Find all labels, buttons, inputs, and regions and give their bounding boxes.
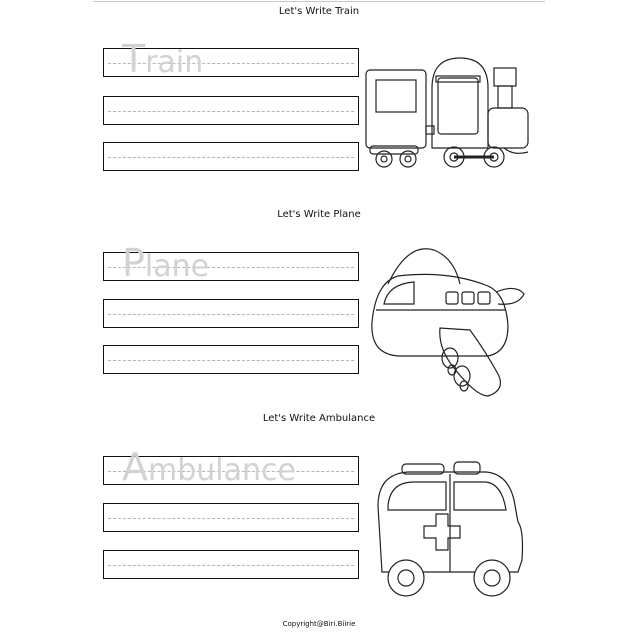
writing-line-1 [103,445,359,489]
midline [108,360,354,361]
trace-word-rest: rain [145,45,204,80]
midline [108,518,354,519]
writing-line-3 [103,345,359,374]
writing-line-3 [103,550,359,579]
airplane-illustration [368,244,532,402]
trace-word-rest: lane [144,249,210,284]
writing-line-1 [103,241,359,285]
section-title: Let's Write Ambulance [262,413,376,424]
trace-word-initial: A [122,445,148,489]
train-illustration [364,56,534,176]
midline [108,565,354,566]
trace-word [122,241,210,285]
trace-word [122,37,204,81]
writing-line-2 [103,503,359,532]
midline [108,157,354,158]
writing-line-3 [103,142,359,171]
midline [108,314,354,315]
writing-line-2 [103,96,359,125]
trace-word-rest: mbulance [148,453,296,488]
midline [108,111,354,112]
copyright-text: Copyright@Biri.Biirie [282,620,356,628]
writing-line-1 [103,37,359,81]
trace-word [122,445,296,489]
trace-word-initial: P [122,241,145,285]
section-title: Let's Write Plane [277,209,361,220]
section-title: Let's Write Train [278,6,360,17]
writing-line-2 [103,299,359,328]
trace-word-initial: T [122,37,146,81]
top-divider [93,1,545,2]
ambulance-illustration [368,460,526,600]
